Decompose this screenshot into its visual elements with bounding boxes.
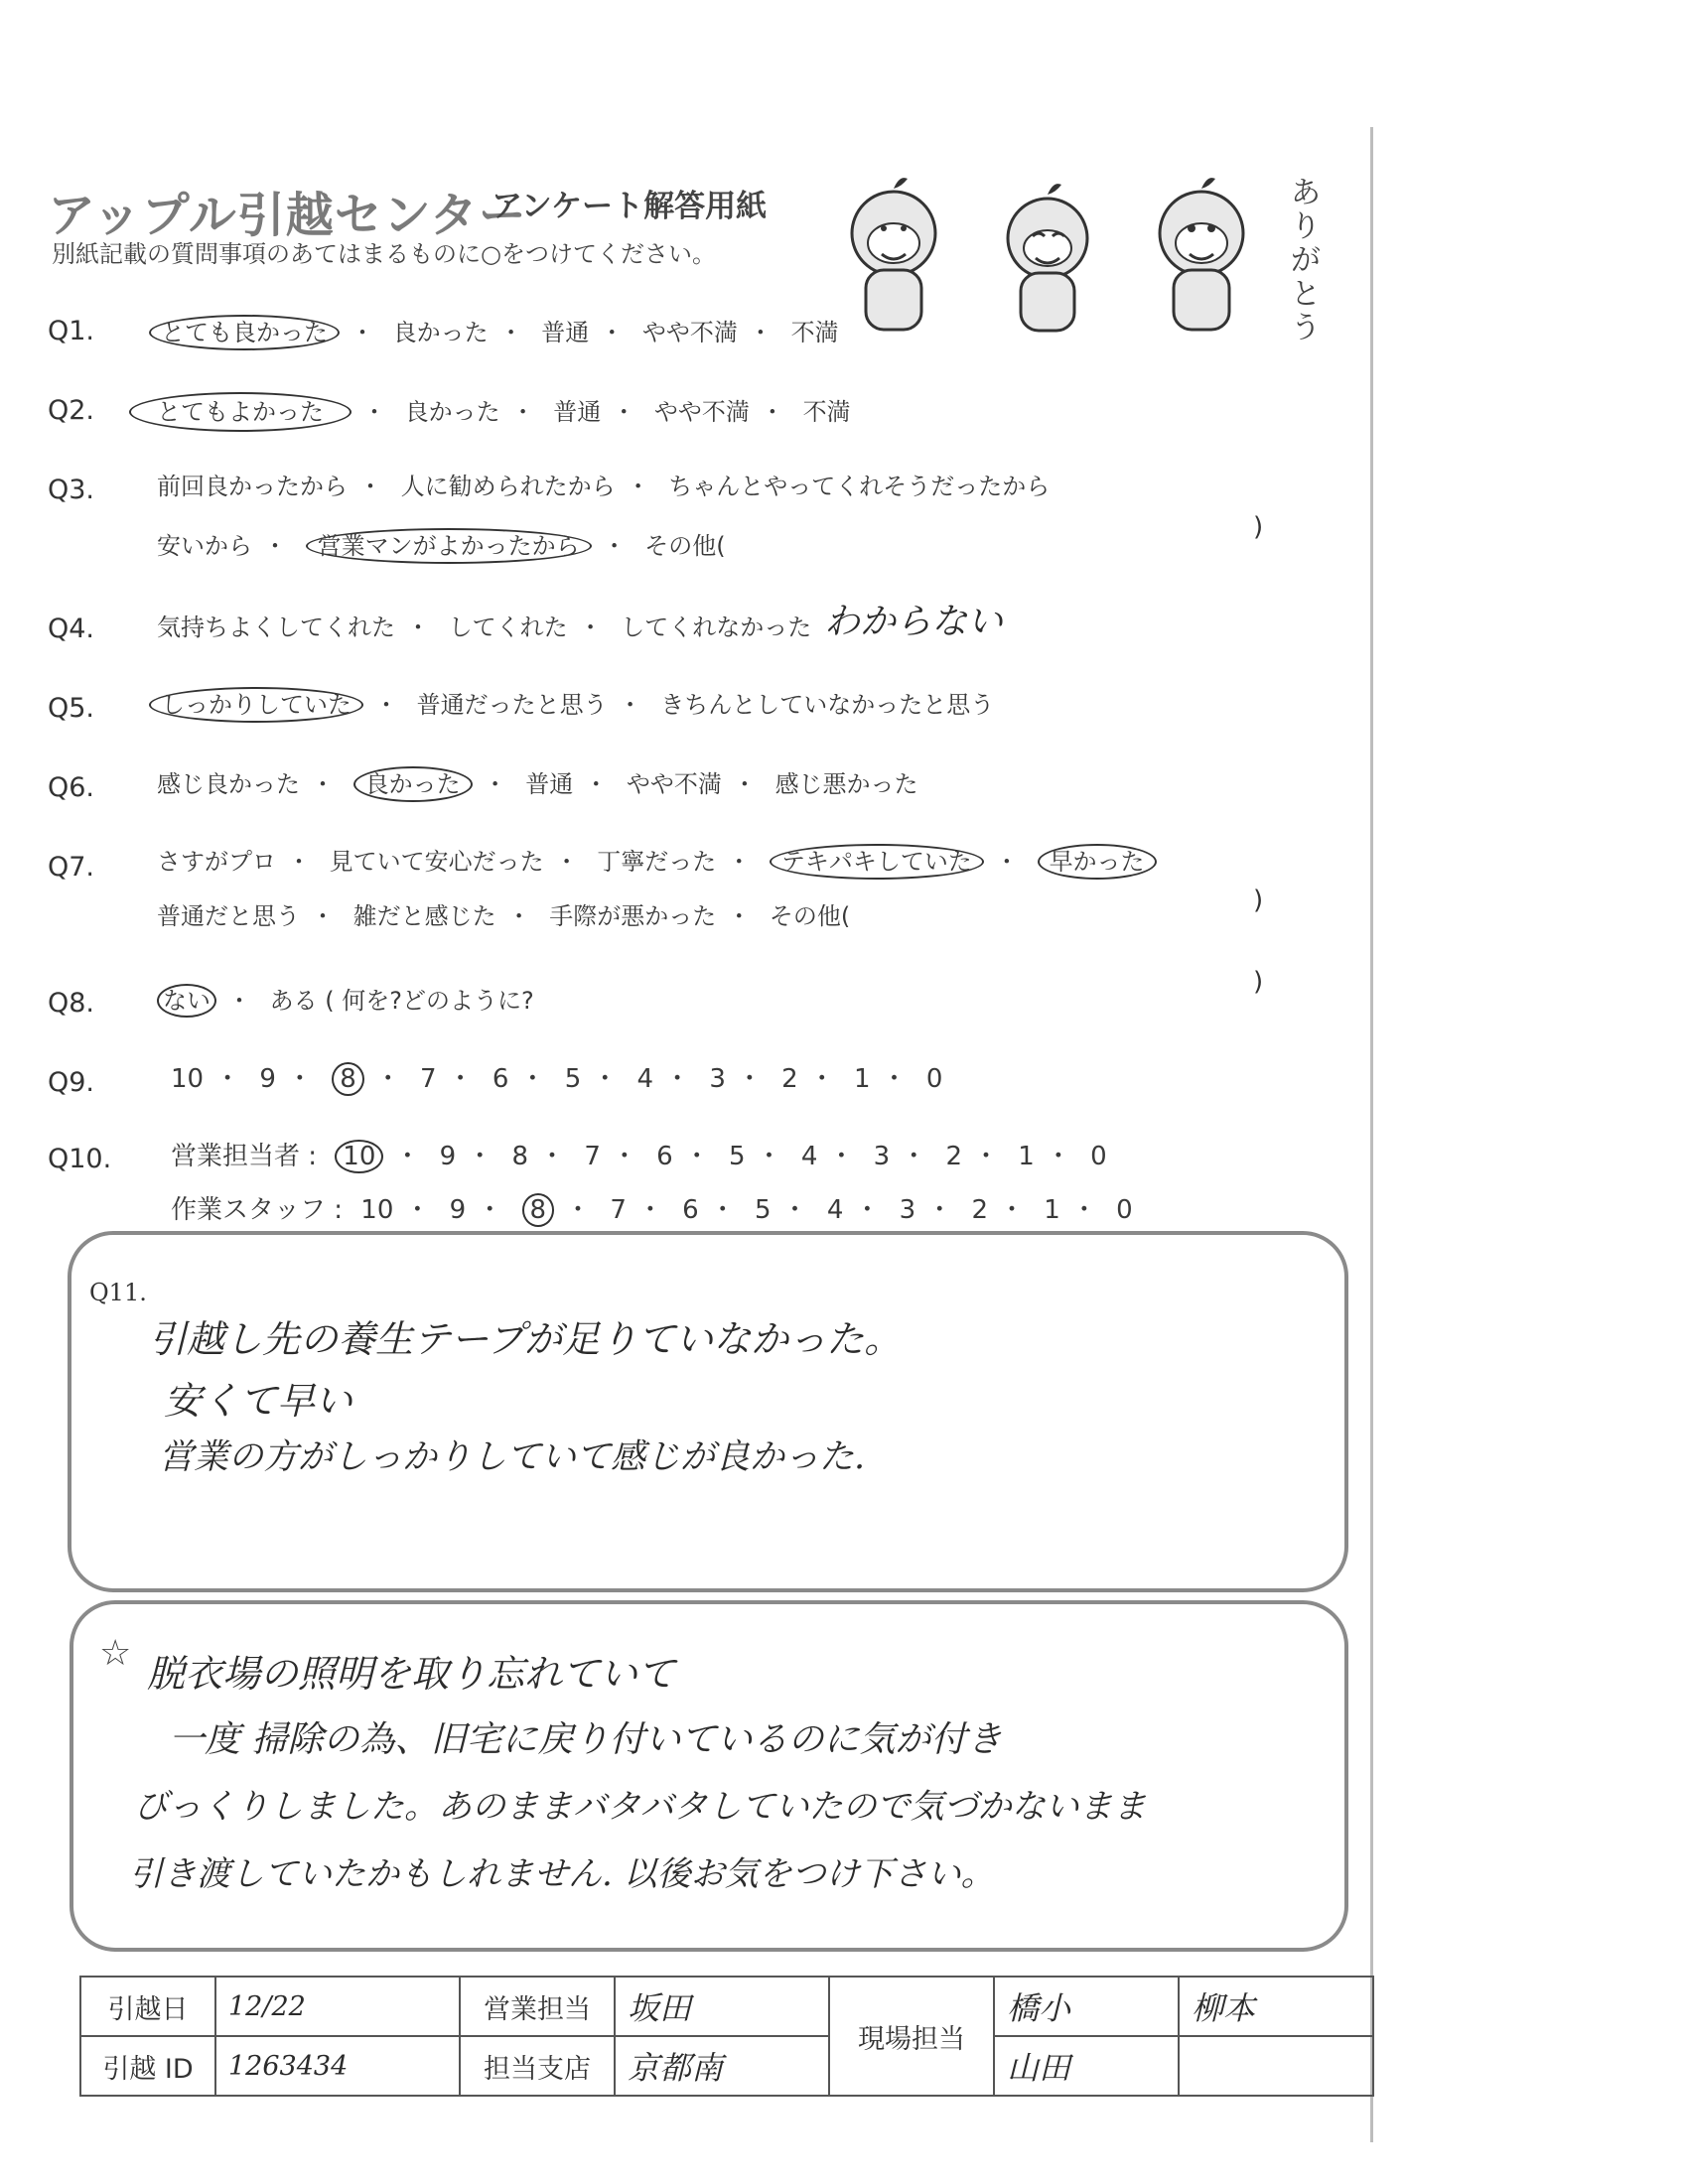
q2-option-2[interactable]: 良かった xyxy=(404,398,500,426)
q3-close-paren: ) xyxy=(1253,512,1264,542)
q7-option-8[interactable]: 手際が悪かった xyxy=(549,902,717,930)
q10-staff-score-2[interactable]: 2 xyxy=(971,1195,989,1225)
q11-line-1: 引越し先の養生テープが足りていなかった。 xyxy=(149,1317,903,1361)
q10-sales-score-8[interactable]: 8 xyxy=(511,1142,529,1171)
site-label: 現場担当 xyxy=(829,1977,994,2096)
q8-label: Q8. xyxy=(48,988,95,1019)
sales-label: 営業担当 xyxy=(460,1977,615,2036)
q6-label: Q6. xyxy=(48,772,95,803)
q9-score-6[interactable]: 6 xyxy=(492,1064,509,1094)
q1-label: Q1. xyxy=(48,316,95,346)
q7-option-1[interactable]: さすがプロ xyxy=(157,848,276,876)
note-line-2: 一度 掃除の為、旧宅に戻り付いているのに気が付き xyxy=(169,1719,1003,1760)
q7-option-3[interactable]: 丁寧だった xyxy=(597,848,717,876)
q10-label: Q10. xyxy=(48,1144,112,1174)
q3-options-line2: 安いから ・ 営業マンがよかったから ・ その他( xyxy=(157,526,726,561)
q3-option-5[interactable]: 営業マンがよかったから xyxy=(306,528,592,564)
q9-scale: 10 ・ 9 ・ 8 ・ 7 ・ 6 ・ 5 ・ 4 ・ 3 ・ 2 ・ 1 ・ 0 xyxy=(171,1064,943,1094)
q9-score-5[interactable]: 5 xyxy=(564,1064,582,1094)
site-value-1: 橋小 xyxy=(994,1977,1179,2036)
q10-staff-score-6[interactable]: 6 xyxy=(682,1195,699,1225)
q10-staff-score-3[interactable]: 3 xyxy=(899,1195,916,1225)
q4-option-1[interactable]: 気持ちよくしてくれた xyxy=(157,614,395,641)
sales-value: 坂田 xyxy=(615,1977,829,2036)
q3-option-other[interactable]: その他( xyxy=(644,532,726,560)
move-id-label: 引越 ID xyxy=(80,2036,215,2096)
q1-options: とても良かった ・ 良かった ・ 普通 ・ やや不満 ・ 不満 xyxy=(149,313,839,347)
q6-option-2[interactable]: 良かった xyxy=(353,766,473,802)
q10-staff-score-4[interactable]: 4 xyxy=(826,1195,844,1225)
q10-staff-label: 作業スタッフ : xyxy=(171,1195,344,1225)
q1-option-5[interactable]: 不満 xyxy=(790,319,839,346)
q7-close-paren: ) xyxy=(1253,886,1264,915)
q7-option-2[interactable]: 見ていて安心だった xyxy=(329,848,544,876)
brand-title: アップル引越センター xyxy=(48,188,527,243)
q1-option-2[interactable]: 良かった xyxy=(392,319,489,346)
q2-option-3[interactable]: 普通 xyxy=(553,398,602,426)
note-line-4: 引き渡していたかもしれません. 以後お気をつけ下さい。 xyxy=(129,1854,995,1894)
q8-close-paren: ) xyxy=(1253,967,1264,997)
q3-option-3[interactable]: ちゃんとやってくれそうだったから xyxy=(668,473,1051,500)
q1-option-1[interactable]: とても良かった xyxy=(149,315,340,350)
q10-sales-label: 営業担当者 : xyxy=(171,1142,318,1171)
q10-staff-score-10[interactable]: 10 xyxy=(360,1195,394,1225)
q9-score-3[interactable]: 3 xyxy=(709,1064,726,1094)
note-line-3: びっくりしました。あのままバタバタしていたので気づかないまま xyxy=(134,1787,1147,1827)
q7-option-other[interactable]: その他( xyxy=(769,902,851,930)
move-date-value: 12/22 xyxy=(215,1977,460,2036)
q10-staff-score-0[interactable]: 0 xyxy=(1116,1195,1133,1225)
move-date-label: 引越日 xyxy=(80,1977,215,2036)
q10-staff-score-9[interactable]: 9 xyxy=(449,1195,467,1225)
q10-staff-score-7[interactable]: 7 xyxy=(610,1195,627,1225)
q8-options: ない ・ ある ( 何を?どのように? xyxy=(157,981,534,1016)
q10-staff-row: 作業スタッフ : 10 ・ 9 ・ 8 ・ 7 ・ 6 ・ 5 ・ 4 ・ 3 ・ 2 ・ 1 ・ 0 xyxy=(171,1195,1133,1225)
q5-option-1[interactable]: しっかりしていた xyxy=(149,687,363,723)
q10-sales-score-10[interactable]: 10 xyxy=(335,1140,383,1173)
q10-sales-score-1[interactable]: 1 xyxy=(1018,1142,1035,1171)
q8-option-2[interactable]: ある ( 何を?どのように? xyxy=(269,987,534,1015)
form-subtitle: アンケート解答用紙 xyxy=(492,189,768,224)
branch-value: 京都南 xyxy=(615,2036,829,2096)
q11-line-2: 安くて早い xyxy=(164,1379,353,1423)
q6-options: 感じ良かった ・ 良かった ・ 普通 ・ やや不満 ・ 感じ悪かった xyxy=(157,764,918,799)
q4-handwritten-answer: わからない xyxy=(824,602,1004,642)
q1-option-3[interactable]: 普通 xyxy=(541,319,590,346)
q10-sales-score-3[interactable]: 3 xyxy=(873,1142,891,1171)
star-icon: ☆ xyxy=(99,1633,132,1674)
q3-label: Q3. xyxy=(48,475,95,505)
note-line-1: 脱衣場の照明を取り忘れていて xyxy=(147,1652,676,1696)
q5-option-2[interactable]: 普通だったと思う xyxy=(416,691,608,719)
q4-option-3[interactable]: してくれなかった xyxy=(621,614,812,641)
q7-options-line1: さすがプロ ・ 見ていて安心だった ・ 丁寧だった ・ テキパキしていた ・ 早かった xyxy=(157,842,1157,877)
q3-option-2[interactable]: 人に勧められたから xyxy=(400,473,616,500)
q5-label: Q5. xyxy=(48,693,95,724)
q4-option-2[interactable]: してくれた xyxy=(448,614,568,641)
q3-option-1[interactable]: 前回良かったから xyxy=(157,473,348,500)
instruction-text: 別紙記載の質問事項のあてはまるものに○をつけてください。 xyxy=(52,240,716,268)
q6-option-3[interactable]: 普通 xyxy=(525,770,574,798)
q9-score-10[interactable]: 10 xyxy=(171,1064,205,1094)
move-info-table xyxy=(79,1976,1374,2097)
branch-label: 担当支店 xyxy=(460,2036,615,2096)
q3-options-line1: 前回良かったから ・ 人に勧められたから ・ ちゃんとやってくれそうだったから xyxy=(157,473,1051,500)
q10-staff-score-1[interactable]: 1 xyxy=(1044,1195,1060,1225)
q10-sales-score-9[interactable]: 9 xyxy=(439,1142,457,1171)
q9-score-0[interactable]: 0 xyxy=(925,1064,943,1094)
q4-label: Q4. xyxy=(48,614,95,644)
q10-sales-row: 営業担当者 : 10 ・ 9 ・ 8 ・ 7 ・ 6 ・ 5 ・ 4 ・ 3 ・ 2 ・ 1 ・ 0 xyxy=(171,1142,1107,1171)
q9-score-2[interactable]: 2 xyxy=(781,1064,798,1094)
q2-label: Q2. xyxy=(48,395,95,426)
q2-options: とてもよかった ・ 良かった ・ 普通 ・ やや不満 ・ 不満 xyxy=(129,392,851,427)
q11-label: Q11. xyxy=(89,1279,147,1306)
page-edge xyxy=(1370,127,1373,2142)
q10-staff-score-8[interactable]: 8 xyxy=(522,1193,555,1227)
q9-score-9[interactable]: 9 xyxy=(259,1064,276,1094)
q2-option-1[interactable]: とてもよかった xyxy=(129,392,352,432)
q2-option-5[interactable]: 不満 xyxy=(802,398,851,426)
q10-staff-score-5[interactable]: 5 xyxy=(754,1195,772,1225)
q7-option-5[interactable]: 早かった xyxy=(1038,844,1157,880)
q7-option-4[interactable]: テキパキしていた xyxy=(770,844,984,880)
q7-label: Q7. xyxy=(48,852,95,883)
q10-sales-score-5[interactable]: 5 xyxy=(728,1142,746,1171)
mascot-illustration xyxy=(824,159,1321,357)
q8-option-1[interactable]: ない xyxy=(157,984,216,1018)
q6-option-4[interactable]: やや不満 xyxy=(626,770,722,798)
q9-score-8[interactable]: 8 xyxy=(332,1062,364,1096)
q9-score-1[interactable]: 1 xyxy=(854,1064,871,1094)
q11-line-3: 営業の方がしっかりしていて感じが良かった. xyxy=(159,1437,866,1477)
q7-option-6[interactable]: 普通だと思う xyxy=(157,902,300,930)
q1-option-4[interactable]: やや不満 xyxy=(641,319,738,346)
q10-sales-score-0[interactable]: 0 xyxy=(1090,1142,1107,1171)
q7-options-line2: 普通だと思う ・ 雑だと感じた ・ 手際が悪かった ・ その他( xyxy=(157,902,851,930)
q4-options: 気持ちよくしてくれた ・ してくれた ・ してくれなかった xyxy=(157,614,812,641)
mascot-caption: ありがとう xyxy=(1291,176,1321,345)
q6-option-5[interactable]: 感じ悪かった xyxy=(774,770,918,798)
q3-option-4[interactable]: 安いから xyxy=(157,532,252,560)
q2-option-4[interactable]: やや不満 xyxy=(653,398,750,426)
q9-score-7[interactable]: 7 xyxy=(420,1064,437,1094)
q10-sales-score-7[interactable]: 7 xyxy=(584,1142,601,1171)
site-value-3: 山田 xyxy=(994,2036,1179,2096)
q6-option-1[interactable]: 感じ良かった xyxy=(157,770,300,798)
site-value-empty xyxy=(1179,2036,1373,2096)
q9-score-4[interactable]: 4 xyxy=(636,1064,654,1094)
site-value-2: 柳本 xyxy=(1179,1977,1373,2036)
move-id-value: 1263434 xyxy=(215,2036,460,2096)
q10-sales-score-4[interactable]: 4 xyxy=(800,1142,818,1171)
q9-label: Q9. xyxy=(48,1067,95,1098)
q7-option-7[interactable]: 雑だと感じた xyxy=(352,902,496,930)
q5-option-3[interactable]: きちんとしていなかったと思う xyxy=(660,691,995,719)
q10-sales-score-6[interactable]: 6 xyxy=(656,1142,673,1171)
q5-options: しっかりしていた ・ 普通だったと思う ・ きちんとしていなかったと思う xyxy=(149,685,994,720)
q10-sales-score-2[interactable]: 2 xyxy=(945,1142,963,1171)
